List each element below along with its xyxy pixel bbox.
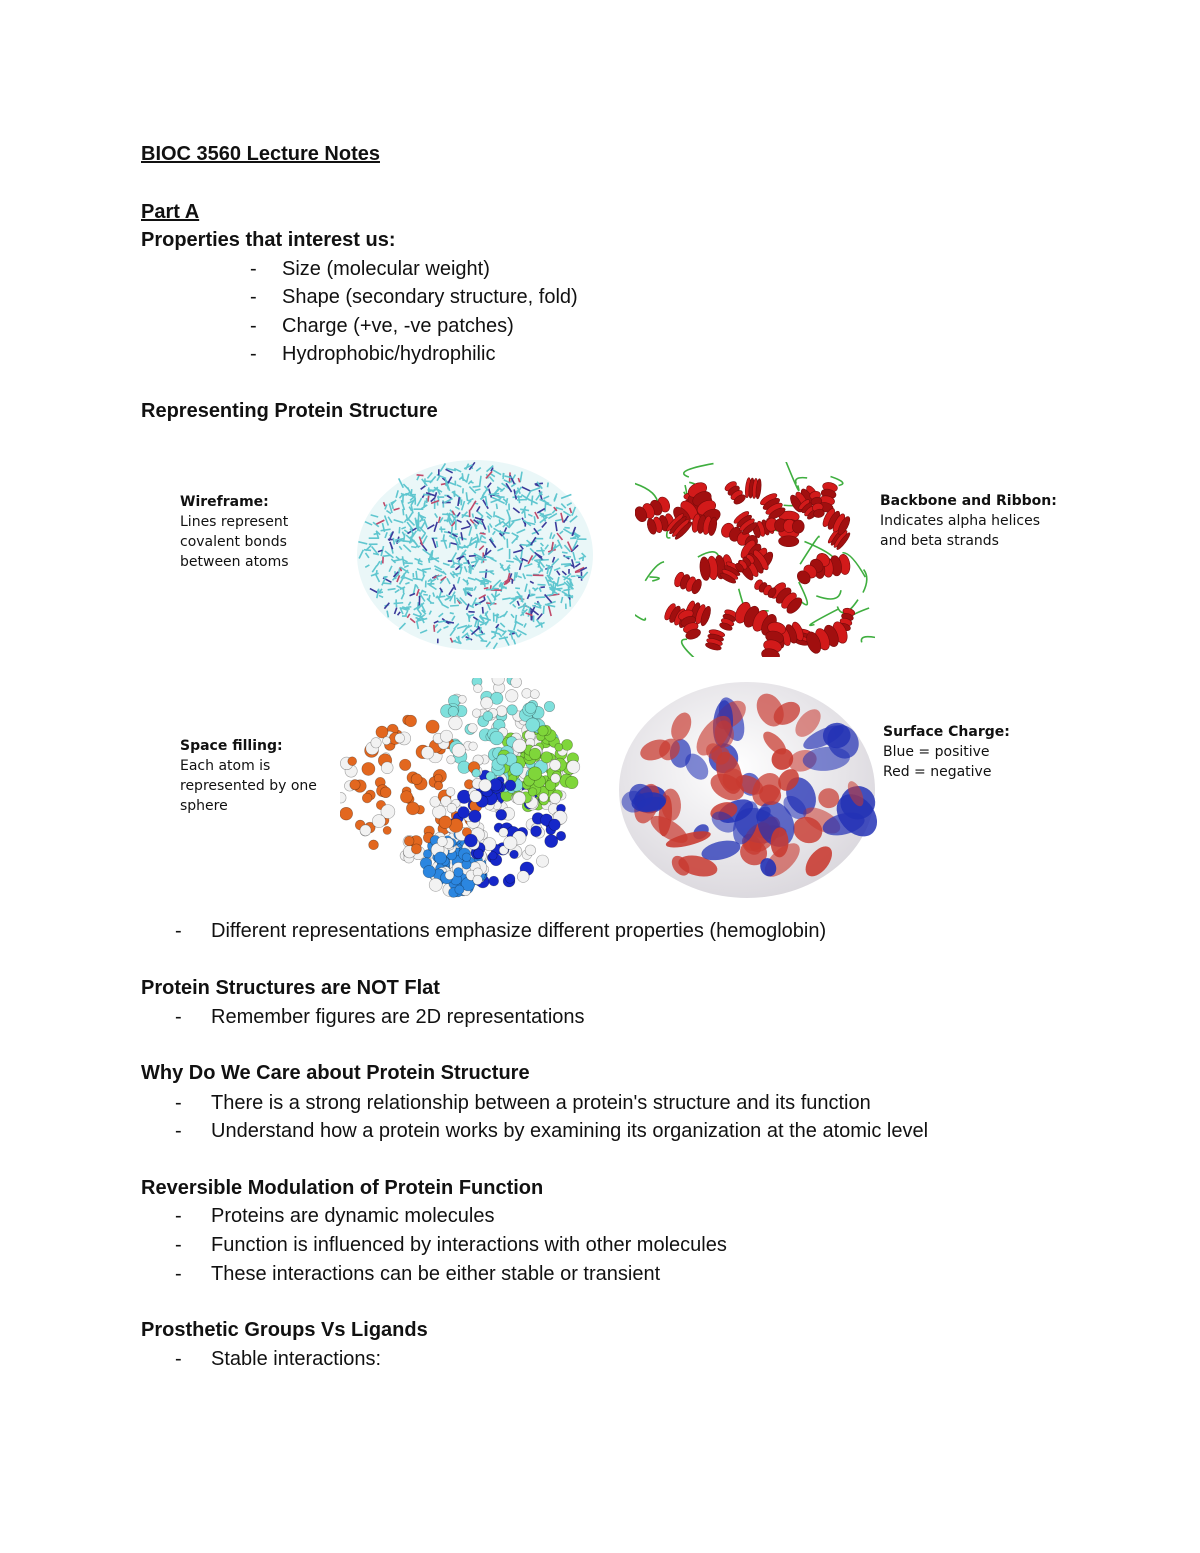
not-flat-heading: Protein Structures are NOT Flat (141, 977, 440, 999)
property-item: Hydrophobic/hydrophilic (282, 343, 496, 365)
ribbon-caption-title: Backbone and Ribbon: (880, 493, 1057, 509)
representing-heading: Representing Protein Structure (141, 400, 438, 422)
surface-charge-caption-line: Blue = positive (883, 744, 990, 760)
property-item: Shape (secondary structure, fold) (282, 286, 578, 308)
reversible-item: These interactions can be either stable or transient (211, 1263, 661, 1285)
bullet-dash: - (175, 1263, 182, 1285)
bullet-dash: - (175, 1006, 182, 1028)
wireframe-caption-line: covalent bonds (180, 534, 287, 550)
wireframe-protein-image (353, 455, 598, 655)
wireframe-caption-line: Lines represent (180, 514, 289, 530)
wireframe-caption-title: Wireframe: (180, 494, 269, 510)
ribbon-protein-image (635, 462, 875, 657)
prosthetic-item: Stable interactions: (211, 1348, 382, 1370)
bullet-dash: - (250, 286, 257, 308)
bullet-dash: - (250, 258, 257, 280)
wireframe-caption-line: between atoms (180, 554, 289, 570)
reversible-item: Function is influenced by interactions with other molecules (211, 1234, 727, 1256)
surface-charge-caption (883, 722, 1010, 782)
not-flat-item: Remember figures are 2D representations (211, 1006, 585, 1028)
bullet-dash: - (175, 1348, 182, 1370)
why-care-item: Understand how a protein works by examining its organization at the atomic level (211, 1120, 929, 1142)
reversible-heading: Reversible Modulation of Protein Function (141, 1177, 544, 1199)
why-care-heading: Why Do We Care about Protein Structure (141, 1062, 530, 1084)
prosthetic-heading: Prosthetic Groups Vs Ligands (141, 1319, 428, 1341)
document-title: BIOC 3560 Lecture Notes (141, 143, 380, 165)
space-filling-caption (180, 736, 317, 816)
representing-item: Different representations emphasize different properties (hemoglobin) (211, 920, 827, 942)
bullet-dash: - (175, 1120, 182, 1142)
bullet-dash: - (175, 1205, 182, 1227)
reversible-item: Proteins are dynamic molecules (211, 1205, 495, 1227)
why-care-item: There is a strong relationship between a protein's structure and its function (211, 1092, 871, 1114)
space-filling-protein-image (340, 678, 595, 898)
space-filling-caption-line: Each atom is (180, 758, 271, 774)
protein-representations-figure (165, 450, 1055, 910)
ribbon-caption (880, 491, 1057, 551)
bullet-dash: - (175, 920, 182, 942)
bullet-dash: - (175, 1092, 182, 1114)
ribbon-caption-line: and beta strands (880, 533, 999, 549)
part-heading: Part A (141, 201, 200, 223)
property-item: Size (molecular weight) (282, 258, 490, 280)
surface-charge-caption-line: Red = negative (883, 764, 992, 780)
surface-charge-caption-title: Surface Charge: (883, 724, 1010, 740)
space-filling-caption-title: Space filling: (180, 738, 283, 754)
properties-heading: Properties that interest us: (141, 229, 396, 251)
bullet-dash: - (250, 315, 257, 337)
bullet-dash: - (175, 1234, 182, 1256)
wireframe-caption (180, 492, 289, 572)
bullet-dash: - (250, 343, 257, 365)
surface-charge-protein-image (615, 678, 880, 903)
space-filling-caption-line: sphere (180, 798, 228, 814)
property-item: Charge (+ve, -ve patches) (282, 315, 514, 337)
space-filling-caption-line: represented by one (180, 778, 317, 794)
ribbon-caption-line: Indicates alpha helices (880, 513, 1041, 529)
